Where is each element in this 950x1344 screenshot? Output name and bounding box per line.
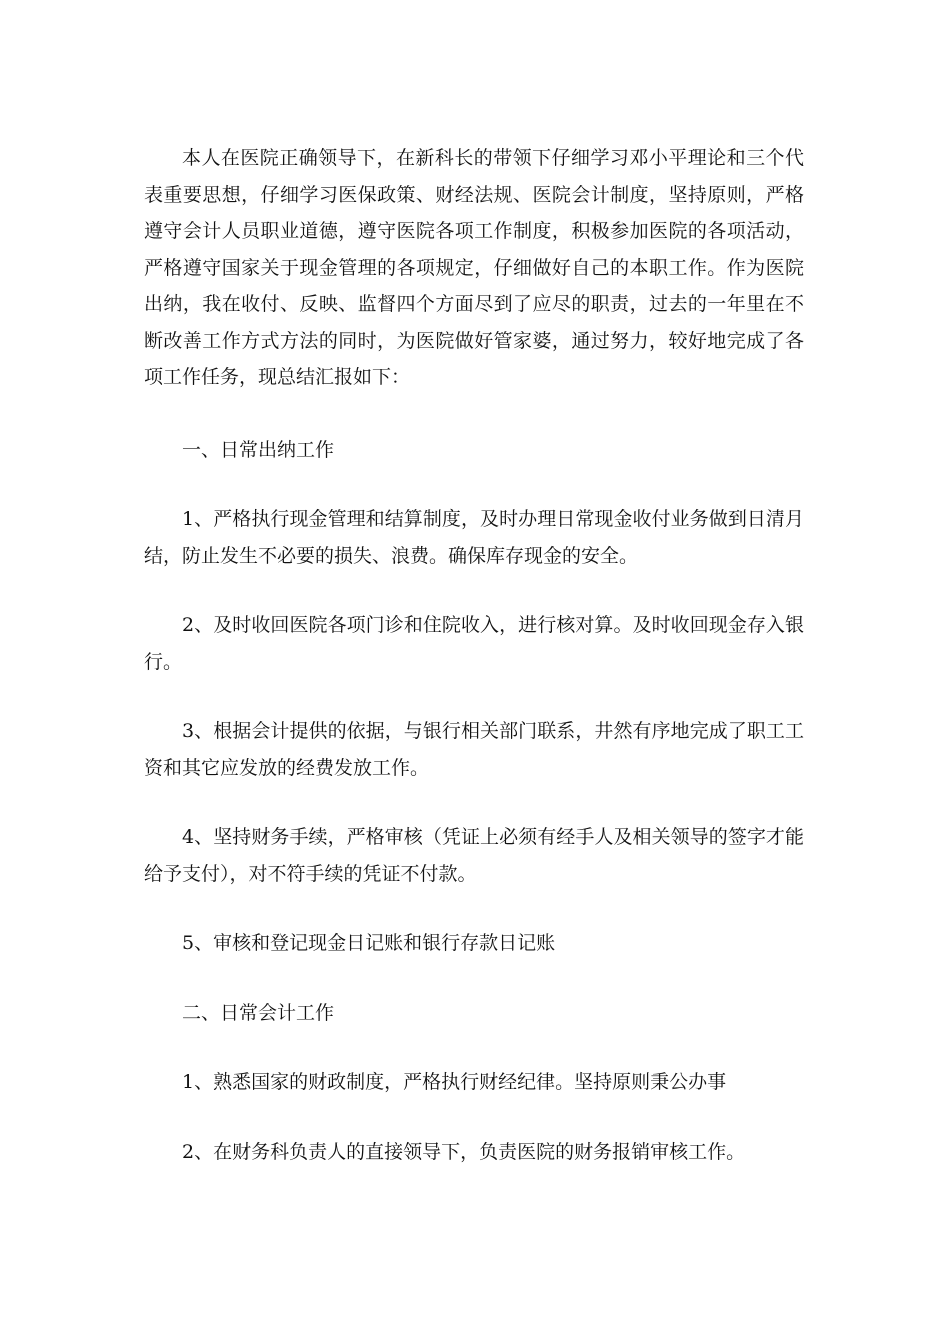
section1-item-4: 4、坚持财务手续，严格审核（凭证上必须有经手人及相关领导的签字才能给予支付），对不符手续的凭证不付款。	[144, 826, 804, 885]
section1-item-5: 5、审核和登记现金日记账和银行存款日记账	[182, 932, 556, 954]
section1-item-1: 1、严格执行现金管理和结算制度，及时办理日常现金收付业务做到日清月结，防止发生不必要的损失、浪费。确保库存现金的安全。	[144, 508, 804, 567]
section2-item-2: 2、在财务科负责人的直接领导下，负责医院的财务报销审核工作。	[182, 1140, 746, 1163]
intro-paragraph: 本人在医院正确领导下，在新科长的带领下仔细学习邓小平理论和三个代表重要思想，仔细学习医保政策、财经法规、医院会计制度，坚持原则，严格遵守会计人员职业道德，遵守医院各项工作制度，积极参加医院的各项活动，严格遵守国家关于现金管理的各项规定，仔细做好自己的本职工作。作为医院出纳，我在收付、反映、监督四个方面尽到了应尽的职责，过去的一年里在不断改善工作方式方法的同时，为医院做好管家婆，通过努力，较好地完成了各项工作任务，现总结汇报如下：	[144, 147, 804, 388]
document-body	[144, 140, 804, 1203]
section-heading-accounting: 二、日常会计工作	[182, 1001, 335, 1024]
section2-item-1: 1、熟悉国家的财政制度，严格执行财经纪律。坚持原则秉公办事	[182, 1071, 727, 1093]
section1-item-2: 2、及时收回医院各项门诊和住院收入，进行核对算。及时收回现金存入银行。	[144, 614, 804, 673]
section-heading-cashier: 一、日常出纳工作	[182, 438, 335, 461]
section1-item-3: 3、根据会计提供的依据，与银行相关部门联系，井然有序地完成了职工工资和其它应发放的经费发放工作。	[144, 720, 804, 779]
